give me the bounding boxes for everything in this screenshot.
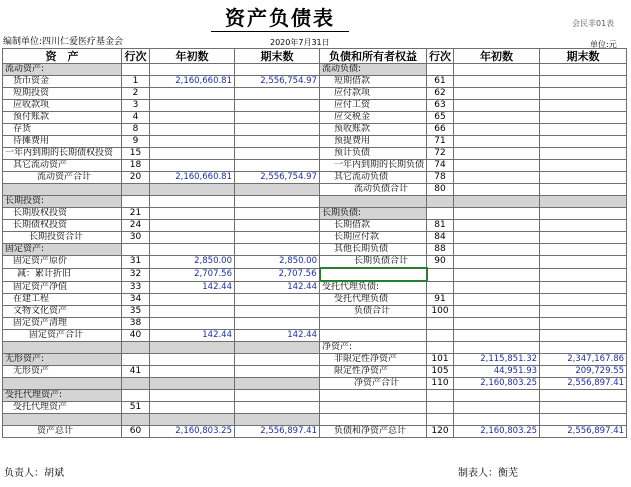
liability-begin[interactable]: 44,951.93 bbox=[454, 366, 540, 378]
asset-line[interactable] bbox=[122, 378, 150, 390]
asset-end[interactable] bbox=[235, 64, 320, 76]
liability-begin[interactable] bbox=[454, 100, 540, 112]
liability-end[interactable] bbox=[540, 390, 627, 402]
liability-item[interactable] bbox=[320, 402, 427, 414]
liability-line[interactable]: 105 bbox=[427, 366, 454, 378]
liability-item[interactable]: 长期负债合计 bbox=[320, 256, 427, 269]
asset-begin[interactable] bbox=[150, 184, 235, 196]
table-row bbox=[3, 208, 627, 220]
table-row bbox=[3, 148, 627, 160]
asset-begin[interactable] bbox=[150, 136, 235, 148]
asset-end[interactable]: 142.44 bbox=[235, 281, 320, 294]
report-date: 2020年7月31日 bbox=[270, 38, 330, 47]
liability-begin[interactable] bbox=[454, 208, 540, 220]
asset-item[interactable]: 无形资产 bbox=[3, 366, 122, 378]
asset-item[interactable] bbox=[3, 378, 122, 390]
asset-begin[interactable]: 2,160,660.81 bbox=[150, 172, 235, 184]
form-code: 会民非01表 bbox=[572, 19, 615, 28]
asset-line[interactable]: 1 bbox=[122, 76, 150, 88]
asset-line[interactable]: 31 bbox=[122, 256, 150, 269]
liability-item[interactable]: 预计负债 bbox=[320, 148, 427, 160]
asset-begin[interactable]: 2,850.00 bbox=[150, 256, 235, 269]
asset-end[interactable] bbox=[235, 232, 320, 244]
asset-end[interactable]: 2,556,754.97 bbox=[235, 76, 320, 88]
liability-item[interactable] bbox=[320, 318, 427, 330]
header-end-2: 期末数 bbox=[540, 49, 627, 64]
liability-end[interactable]: 2,347,167.86 bbox=[540, 354, 627, 366]
asset-item[interactable]: 长期债权投资 bbox=[3, 220, 122, 232]
asset-begin[interactable] bbox=[150, 124, 235, 136]
balance-sheet-table bbox=[2, 48, 627, 438]
liability-end[interactable] bbox=[540, 294, 627, 306]
liability-end[interactable] bbox=[540, 281, 627, 294]
liability-line[interactable]: 81 bbox=[427, 220, 454, 232]
asset-end[interactable] bbox=[235, 112, 320, 124]
liability-begin[interactable] bbox=[454, 330, 540, 342]
asset-item[interactable] bbox=[3, 342, 122, 354]
asset-item[interactable]: 固定资产原价 bbox=[3, 256, 122, 269]
asset-line[interactable]: 40 bbox=[122, 330, 150, 342]
table-row bbox=[3, 112, 627, 124]
asset-item[interactable]: 固定资产净值 bbox=[3, 281, 122, 294]
table-row bbox=[3, 172, 627, 184]
table-row bbox=[3, 88, 627, 100]
liability-item[interactable] bbox=[320, 414, 427, 426]
asset-item[interactable]: 应收款项 bbox=[3, 100, 122, 112]
asset-item[interactable]: 长期投资合计 bbox=[3, 232, 122, 244]
asset-end[interactable] bbox=[235, 148, 320, 160]
asset-item[interactable]: 资产总计 bbox=[3, 426, 122, 438]
asset-line[interactable] bbox=[122, 414, 150, 426]
liability-line[interactable]: 120 bbox=[427, 426, 454, 438]
table-row bbox=[3, 426, 627, 438]
liability-end[interactable] bbox=[540, 160, 627, 172]
liability-begin[interactable] bbox=[454, 342, 540, 354]
asset-line[interactable]: 2 bbox=[122, 88, 150, 100]
asset-line[interactable]: 4 bbox=[122, 112, 150, 124]
asset-line[interactable]: 15 bbox=[122, 148, 150, 160]
header-begin: 年初数 bbox=[150, 49, 235, 64]
liability-line[interactable] bbox=[427, 208, 454, 220]
asset-begin[interactable] bbox=[150, 148, 235, 160]
table-row bbox=[3, 124, 627, 136]
liability-end[interactable] bbox=[540, 184, 627, 196]
asset-line[interactable] bbox=[122, 354, 150, 366]
asset-end[interactable] bbox=[235, 220, 320, 232]
liability-end[interactable] bbox=[540, 136, 627, 148]
liability-begin[interactable] bbox=[454, 318, 540, 330]
asset-end[interactable] bbox=[235, 88, 320, 100]
asset-line[interactable]: 35 bbox=[122, 306, 150, 318]
liability-line[interactable] bbox=[427, 390, 454, 402]
liability-line[interactable] bbox=[427, 342, 454, 354]
liability-begin[interactable] bbox=[454, 76, 540, 88]
liability-item[interactable]: 非限定性净资产 bbox=[320, 354, 427, 366]
asset-line[interactable]: 9 bbox=[122, 136, 150, 148]
liability-end[interactable] bbox=[540, 88, 627, 100]
liability-line[interactable] bbox=[427, 268, 454, 281]
asset-item[interactable]: 受托代理资产 bbox=[3, 402, 122, 414]
table-row bbox=[3, 196, 627, 208]
liability-line[interactable]: 72 bbox=[427, 148, 454, 160]
liability-item[interactable]: 应付工资 bbox=[320, 100, 427, 112]
header-begin-2: 年初数 bbox=[454, 49, 540, 64]
asset-end[interactable] bbox=[235, 378, 320, 390]
asset-item[interactable]: 无形资产: bbox=[3, 354, 122, 366]
liability-line[interactable]: 110 bbox=[427, 378, 454, 390]
liability-item[interactable]: 长期借款 bbox=[320, 220, 427, 232]
table-row bbox=[3, 232, 627, 244]
liability-begin[interactable] bbox=[454, 268, 540, 281]
liability-begin[interactable] bbox=[454, 112, 540, 124]
liability-begin[interactable] bbox=[454, 148, 540, 160]
liability-end[interactable] bbox=[540, 172, 627, 184]
asset-end[interactable] bbox=[235, 306, 320, 318]
table-header-row bbox=[3, 49, 627, 64]
liability-end[interactable] bbox=[540, 306, 627, 318]
liability-line[interactable]: 100 bbox=[427, 306, 454, 318]
liability-line[interactable]: 78 bbox=[427, 172, 454, 184]
liability-item[interactable]: 应交税金 bbox=[320, 112, 427, 124]
asset-begin[interactable] bbox=[150, 100, 235, 112]
asset-item[interactable]: 待摊费用 bbox=[3, 136, 122, 148]
table-row bbox=[3, 354, 627, 366]
asset-item[interactable]: 一年内到期的长期债权投资 bbox=[3, 148, 122, 160]
liability-begin[interactable] bbox=[454, 184, 540, 196]
asset-line[interactable] bbox=[122, 244, 150, 256]
liability-end[interactable] bbox=[540, 196, 627, 208]
liability-begin[interactable]: 2,115,851.32 bbox=[454, 354, 540, 366]
liability-item[interactable] bbox=[320, 330, 427, 342]
liability-begin[interactable] bbox=[454, 306, 540, 318]
table-row bbox=[3, 100, 627, 112]
asset-end[interactable]: 142.44 bbox=[235, 330, 320, 342]
liability-item[interactable] bbox=[320, 390, 427, 402]
asset-begin[interactable] bbox=[150, 244, 235, 256]
liability-item[interactable]: 预提费用 bbox=[320, 136, 427, 148]
liability-end[interactable]: 209,729.55 bbox=[540, 366, 627, 378]
asset-end[interactable]: 2,707.56 bbox=[235, 268, 320, 281]
asset-line[interactable]: 30 bbox=[122, 232, 150, 244]
asset-end[interactable] bbox=[235, 366, 320, 378]
liability-begin[interactable] bbox=[454, 136, 540, 148]
asset-item[interactable]: 存货 bbox=[3, 124, 122, 136]
liability-item[interactable]: 长期负债: bbox=[320, 208, 427, 220]
asset-end[interactable] bbox=[235, 390, 320, 402]
asset-line[interactable] bbox=[122, 390, 150, 402]
liability-item[interactable]: 净资产合计 bbox=[320, 378, 427, 390]
asset-line[interactable]: 51 bbox=[122, 402, 150, 414]
asset-end[interactable] bbox=[235, 244, 320, 256]
liability-end[interactable] bbox=[540, 232, 627, 244]
table-row bbox=[3, 402, 627, 414]
liability-begin[interactable] bbox=[454, 414, 540, 426]
asset-end[interactable] bbox=[235, 342, 320, 354]
asset-begin[interactable] bbox=[150, 232, 235, 244]
asset-line[interactable]: 21 bbox=[122, 208, 150, 220]
asset-begin[interactable] bbox=[150, 414, 235, 426]
liability-item[interactable]: 其他长期负债 bbox=[320, 244, 427, 256]
liability-begin[interactable]: 2,160,803.25 bbox=[454, 378, 540, 390]
liability-begin[interactable] bbox=[454, 88, 540, 100]
asset-line[interactable]: 34 bbox=[122, 294, 150, 306]
asset-end[interactable] bbox=[235, 100, 320, 112]
table-row bbox=[3, 136, 627, 148]
liability-line[interactable]: 91 bbox=[427, 294, 454, 306]
asset-item[interactable]: 固定资产: bbox=[3, 244, 122, 256]
table-row bbox=[3, 366, 627, 378]
liability-line[interactable]: 66 bbox=[427, 124, 454, 136]
asset-begin[interactable]: 142.44 bbox=[150, 281, 235, 294]
asset-begin[interactable] bbox=[150, 390, 235, 402]
footer-responsible: 负责人：胡斌 bbox=[4, 468, 64, 479]
asset-begin[interactable] bbox=[150, 294, 235, 306]
table-row bbox=[3, 244, 627, 256]
liability-item[interactable]: 流动负债: bbox=[320, 64, 427, 76]
liability-item[interactable]: 应付款项 bbox=[320, 88, 427, 100]
table-row bbox=[3, 330, 627, 342]
asset-begin[interactable] bbox=[150, 354, 235, 366]
asset-end[interactable] bbox=[235, 196, 320, 208]
header-end: 期末数 bbox=[235, 49, 320, 64]
table-row bbox=[3, 342, 627, 354]
asset-item[interactable]: 文物文化资产 bbox=[3, 306, 122, 318]
liability-end[interactable] bbox=[540, 220, 627, 232]
asset-line[interactable]: 38 bbox=[122, 318, 150, 330]
asset-end[interactable] bbox=[235, 318, 320, 330]
unit-label: 单位:元 bbox=[590, 40, 617, 49]
asset-begin[interactable]: 2,707.56 bbox=[150, 268, 235, 281]
asset-begin[interactable] bbox=[150, 306, 235, 318]
asset-line[interactable] bbox=[122, 196, 150, 208]
table-row bbox=[3, 76, 627, 88]
liability-end[interactable] bbox=[540, 342, 627, 354]
liability-begin[interactable] bbox=[454, 124, 540, 136]
asset-begin[interactable] bbox=[150, 160, 235, 172]
liability-item[interactable]: 短期借款 bbox=[320, 76, 427, 88]
liability-line[interactable]: 84 bbox=[427, 232, 454, 244]
liability-begin[interactable] bbox=[454, 64, 540, 76]
liability-item[interactable]: 其它流动负债 bbox=[320, 172, 427, 184]
asset-item[interactable]: 货币资金 bbox=[3, 76, 122, 88]
footer-preparer: 制表人：衡芜 bbox=[458, 468, 518, 479]
liability-end[interactable] bbox=[540, 318, 627, 330]
liability-item[interactable]: 受托代理负债 bbox=[320, 294, 427, 306]
liability-end[interactable] bbox=[540, 100, 627, 112]
table-row bbox=[3, 318, 627, 330]
asset-line[interactable] bbox=[122, 342, 150, 354]
asset-item[interactable]: 减：累计折旧 bbox=[3, 268, 122, 281]
liability-line[interactable]: 80 bbox=[427, 184, 454, 196]
asset-item[interactable]: 短期投资 bbox=[3, 88, 122, 100]
liability-line[interactable]: 74 bbox=[427, 160, 454, 172]
liability-line[interactable] bbox=[427, 281, 454, 294]
asset-end[interactable] bbox=[235, 124, 320, 136]
liability-line[interactable]: 65 bbox=[427, 112, 454, 124]
asset-end[interactable] bbox=[235, 136, 320, 148]
table-row bbox=[3, 281, 627, 294]
liability-end[interactable] bbox=[540, 244, 627, 256]
liability-item[interactable]: 流动负债合计 bbox=[320, 184, 427, 196]
header-line: 行次 bbox=[122, 49, 150, 64]
table-row bbox=[3, 220, 627, 232]
asset-begin[interactable] bbox=[150, 318, 235, 330]
liability-line[interactable] bbox=[427, 330, 454, 342]
liability-item[interactable]: 长期应付款 bbox=[320, 232, 427, 244]
liability-line[interactable]: 62 bbox=[427, 88, 454, 100]
asset-line[interactable]: 41 bbox=[122, 366, 150, 378]
asset-begin[interactable] bbox=[150, 378, 235, 390]
liability-end[interactable] bbox=[540, 268, 627, 281]
liability-line[interactable] bbox=[427, 318, 454, 330]
organization-label: 编制单位:四川仁爱医疗基金会 bbox=[3, 37, 124, 47]
liability-end[interactable] bbox=[540, 112, 627, 124]
asset-line[interactable]: 8 bbox=[122, 124, 150, 136]
table-row bbox=[3, 64, 627, 76]
header-liability: 负债和所有者权益 bbox=[320, 49, 427, 64]
asset-end[interactable] bbox=[235, 354, 320, 366]
asset-end[interactable] bbox=[235, 294, 320, 306]
liability-begin[interactable] bbox=[454, 172, 540, 184]
liability-line[interactable] bbox=[427, 414, 454, 426]
liability-item[interactable]: 预收账款 bbox=[320, 124, 427, 136]
asset-begin[interactable] bbox=[150, 196, 235, 208]
liability-end[interactable] bbox=[540, 76, 627, 88]
liability-begin[interactable] bbox=[454, 294, 540, 306]
asset-item[interactable] bbox=[3, 414, 122, 426]
asset-end[interactable] bbox=[235, 414, 320, 426]
asset-line[interactable]: 32 bbox=[122, 268, 150, 281]
asset-begin[interactable] bbox=[150, 112, 235, 124]
asset-item[interactable] bbox=[3, 184, 122, 196]
liability-begin[interactable] bbox=[454, 281, 540, 294]
asset-end[interactable]: 2,556,897.41 bbox=[235, 426, 320, 438]
liability-line[interactable] bbox=[427, 402, 454, 414]
table-row bbox=[3, 184, 627, 196]
asset-line[interactable]: 60 bbox=[122, 426, 150, 438]
liability-end[interactable] bbox=[540, 256, 627, 269]
asset-item[interactable]: 在建工程 bbox=[3, 294, 122, 306]
liability-begin[interactable] bbox=[454, 402, 540, 414]
liability-end[interactable] bbox=[540, 124, 627, 136]
asset-item[interactable]: 长期投资: bbox=[3, 196, 122, 208]
asset-item[interactable]: 固定资产合计 bbox=[3, 330, 122, 342]
asset-begin[interactable] bbox=[150, 208, 235, 220]
liability-line[interactable]: 71 bbox=[427, 136, 454, 148]
asset-item[interactable]: 预付账款 bbox=[3, 112, 122, 124]
table-row bbox=[3, 160, 627, 172]
asset-line[interactable]: 24 bbox=[122, 220, 150, 232]
liability-begin[interactable] bbox=[454, 196, 540, 208]
liability-item[interactable]: 负债合计 bbox=[320, 306, 427, 318]
asset-begin[interactable]: 142.44 bbox=[150, 330, 235, 342]
liability-line[interactable]: 90 bbox=[427, 256, 454, 269]
liability-begin[interactable] bbox=[454, 256, 540, 269]
asset-line[interactable]: 20 bbox=[122, 172, 150, 184]
asset-end[interactable]: 2,850.00 bbox=[235, 256, 320, 269]
report-title-text: 资产负债表 bbox=[211, 6, 349, 32]
table-row bbox=[3, 378, 627, 390]
asset-begin[interactable] bbox=[150, 88, 235, 100]
liability-item[interactable]: 限定性净资产 bbox=[320, 366, 427, 378]
asset-end[interactable]: 2,556,754.97 bbox=[235, 172, 320, 184]
asset-end[interactable] bbox=[235, 208, 320, 220]
asset-item[interactable]: 其它流动资产 bbox=[3, 160, 122, 172]
report-title bbox=[0, 2, 560, 31]
liability-item[interactable] bbox=[320, 268, 427, 281]
asset-begin[interactable] bbox=[150, 366, 235, 378]
liability-line[interactable]: 63 bbox=[427, 100, 454, 112]
asset-item[interactable]: 固定资产清理 bbox=[3, 318, 122, 330]
liability-end[interactable] bbox=[540, 414, 627, 426]
header-line-2: 行次 bbox=[427, 49, 454, 64]
table-row bbox=[3, 414, 627, 426]
asset-item[interactable]: 流动资产合计 bbox=[3, 172, 122, 184]
asset-line[interactable]: 33 bbox=[122, 281, 150, 294]
liability-line[interactable]: 88 bbox=[427, 244, 454, 256]
liability-line[interactable]: 101 bbox=[427, 354, 454, 366]
liability-end[interactable] bbox=[540, 330, 627, 342]
liability-line[interactable] bbox=[427, 196, 454, 208]
asset-begin[interactable] bbox=[150, 220, 235, 232]
table-row bbox=[3, 390, 627, 402]
liability-end[interactable] bbox=[540, 64, 627, 76]
liability-end[interactable]: 2,556,897.41 bbox=[540, 378, 627, 390]
asset-line[interactable] bbox=[122, 64, 150, 76]
asset-line[interactable]: 3 bbox=[122, 100, 150, 112]
liability-line[interactable]: 61 bbox=[427, 76, 454, 88]
table-row bbox=[3, 256, 627, 269]
liability-begin[interactable] bbox=[454, 390, 540, 402]
liability-item[interactable]: 负债和净资产总计 bbox=[320, 426, 427, 438]
liability-item[interactable]: 受托代理负债: bbox=[320, 281, 427, 294]
asset-end[interactable] bbox=[235, 402, 320, 414]
liability-begin[interactable] bbox=[454, 220, 540, 232]
liability-item[interactable]: 一年内到期的长期负债 bbox=[320, 160, 427, 172]
liability-begin[interactable] bbox=[454, 232, 540, 244]
asset-item[interactable]: 流动资产: bbox=[3, 64, 122, 76]
asset-begin[interactable] bbox=[150, 342, 235, 354]
liability-end[interactable]: 2,556,897.41 bbox=[540, 426, 627, 438]
asset-item[interactable]: 受托代理资产: bbox=[3, 390, 122, 402]
liability-end[interactable] bbox=[540, 148, 627, 160]
asset-end[interactable] bbox=[235, 160, 320, 172]
asset-begin[interactable]: 2,160,660.81 bbox=[150, 76, 235, 88]
table-row bbox=[3, 268, 627, 281]
header-asset: 资 产 bbox=[3, 49, 122, 64]
liability-item[interactable] bbox=[320, 196, 427, 208]
liability-item[interactable]: 净资产: bbox=[320, 342, 427, 354]
liability-begin[interactable] bbox=[454, 244, 540, 256]
liability-line[interactable] bbox=[427, 64, 454, 76]
asset-end[interactable] bbox=[235, 184, 320, 196]
liability-end[interactable] bbox=[540, 402, 627, 414]
liability-end[interactable] bbox=[540, 208, 627, 220]
liability-begin[interactable]: 2,160,803.25 bbox=[454, 426, 540, 438]
asset-begin[interactable] bbox=[150, 402, 235, 414]
asset-line[interactable] bbox=[122, 184, 150, 196]
asset-begin[interactable]: 2,160,803.25 bbox=[150, 426, 235, 438]
table-row bbox=[3, 294, 627, 306]
asset-begin[interactable] bbox=[150, 64, 235, 76]
asset-line[interactable]: 18 bbox=[122, 160, 150, 172]
table-row bbox=[3, 306, 627, 318]
liability-begin[interactable] bbox=[454, 160, 540, 172]
asset-item[interactable]: 长期股权投资 bbox=[3, 208, 122, 220]
